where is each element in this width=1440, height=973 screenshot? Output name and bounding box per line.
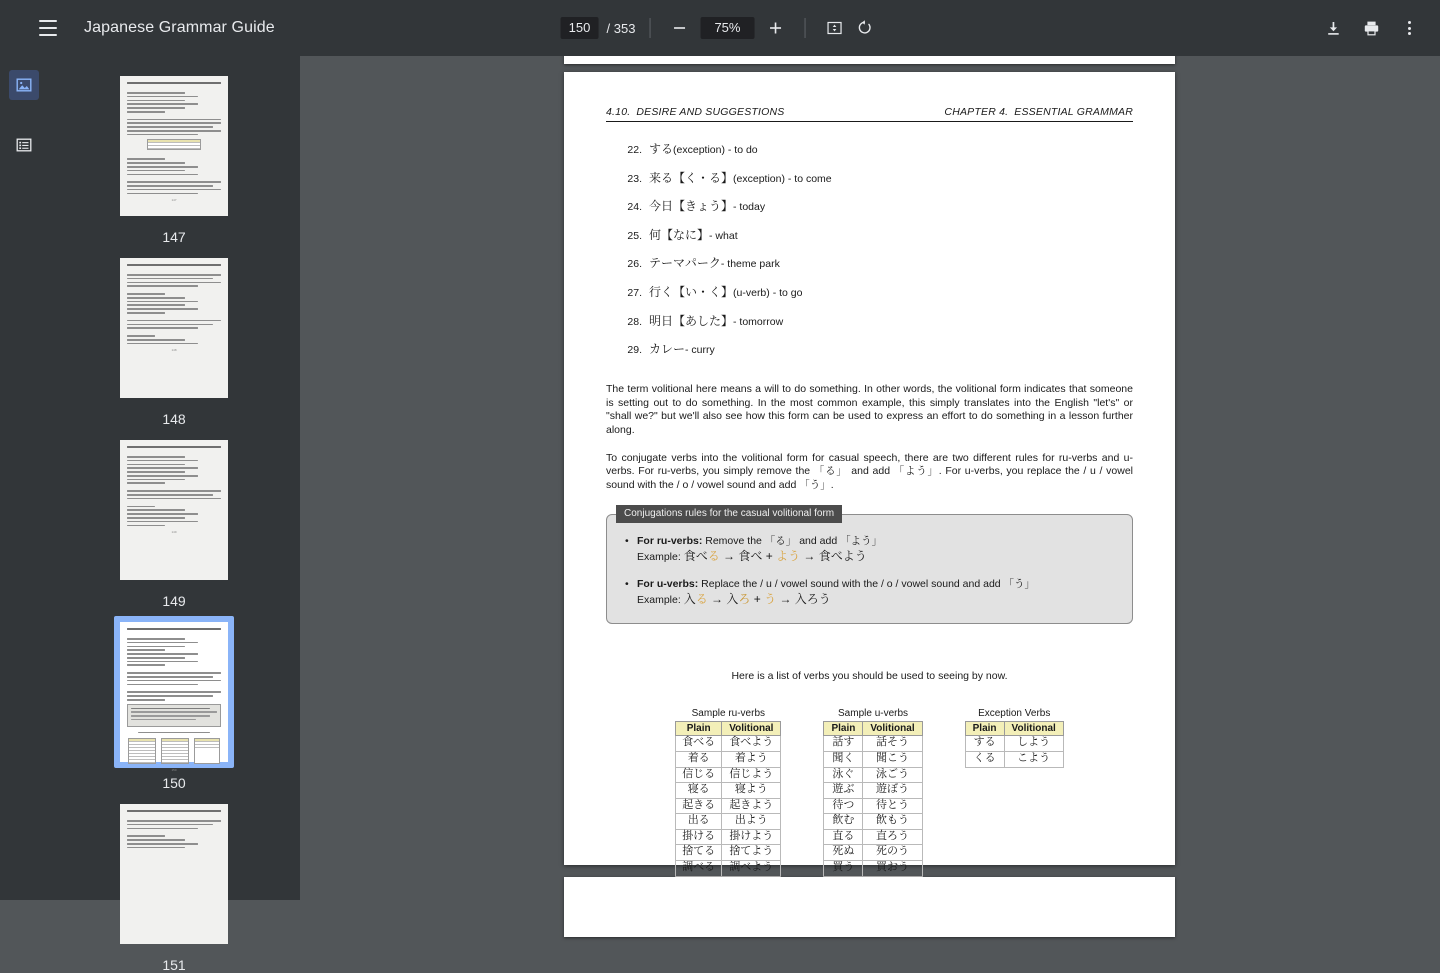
- thumbnail-frame: [114, 434, 234, 586]
- table-row: [824, 845, 922, 861]
- table-header-row: [676, 722, 781, 736]
- toolbar-left-group: [16, 10, 275, 46]
- cell-volitional: 直ろう: [863, 829, 922, 845]
- thumbnail-mini-tables: [127, 738, 221, 764]
- verb-table-u-verbs: [823, 708, 922, 876]
- sidebar-item-outline[interactable]: [9, 130, 39, 160]
- example-added-kana: う: [764, 591, 777, 606]
- cell-volitional: 食べよう: [722, 736, 781, 752]
- item-number: 27.: [627, 286, 642, 299]
- example-added-kana: よう: [776, 548, 801, 563]
- item-number: 22.: [627, 144, 642, 156]
- document-title: Japanese Grammar Guide: [84, 19, 275, 36]
- thumbnail-frame: [114, 70, 234, 222]
- zoom-in-button[interactable]: [760, 13, 790, 43]
- vocabulary-list: [620, 140, 1133, 357]
- item-number: 24.: [627, 201, 642, 214]
- running-head-right: [944, 106, 1133, 118]
- item-japanese: カレー: [649, 342, 686, 357]
- image-thumbnail-icon: [15, 76, 33, 94]
- cell-plain: 起きる: [676, 798, 722, 814]
- toolbar-center-group: [561, 13, 880, 43]
- rule-label: For ru-verbs:: [637, 535, 703, 548]
- verb-table-ru-verbs: [675, 708, 781, 876]
- item-japanese: 行く【い・く】: [649, 284, 734, 299]
- table: [965, 721, 1064, 767]
- table-row: [676, 829, 781, 845]
- item-english: - tomorrow: [733, 315, 784, 328]
- list-item: [620, 254, 1133, 271]
- table-row: [824, 798, 922, 814]
- item-japanese: する: [649, 142, 674, 156]
- download-button[interactable]: [1318, 13, 1348, 43]
- table-header-row: [824, 722, 922, 736]
- cell-volitional: 掛けよう: [722, 829, 781, 845]
- more-dot-3: [1408, 32, 1411, 35]
- running-head: [606, 106, 1133, 122]
- table-header-row: [965, 722, 1063, 736]
- conjugation-rules-callout: [606, 508, 1133, 624]
- plus-icon: [767, 20, 783, 36]
- print-icon: [1362, 19, 1381, 38]
- section-title: DESIRE AND SUGGESTIONS: [636, 106, 785, 118]
- example-result: → 食べよう: [800, 548, 867, 563]
- item-japanese: 来る【く・る】: [649, 170, 734, 185]
- download-icon: [1324, 19, 1343, 38]
- table-caption: Sample ru-verbs: [691, 708, 765, 720]
- print-button[interactable]: [1356, 13, 1386, 43]
- rule-label: For u-verbs:: [637, 578, 699, 591]
- item-english: - theme park: [720, 258, 780, 271]
- cell-plain: 信じる: [676, 767, 722, 783]
- table-row: [824, 783, 922, 799]
- minus-icon: [671, 20, 687, 36]
- example-stem: 食べ: [683, 548, 708, 563]
- thumbnail-item[interactable]: [48, 434, 300, 609]
- list-item: [620, 226, 1133, 243]
- thumbnail-mini-table: [161, 738, 189, 764]
- table-row: [965, 751, 1063, 767]
- column-header-plain: Plain: [676, 722, 722, 736]
- page-total-label: / 353: [606, 20, 636, 36]
- rotate-button[interactable]: [849, 13, 879, 43]
- sidebar-rail: [0, 56, 48, 900]
- zoom-out-button[interactable]: [664, 13, 694, 43]
- cell-volitional: 信じよう: [722, 767, 781, 783]
- rule-example-label: Example:: [637, 550, 684, 563]
- fit-to-page-button[interactable]: [819, 13, 849, 43]
- example-stem: 入: [683, 591, 696, 606]
- cell-volitional: 飲もう: [863, 814, 922, 830]
- list-item: [620, 140, 1133, 157]
- table: [675, 721, 781, 876]
- thumbnail-label: 150: [162, 775, 186, 791]
- cell-volitional: 着よう: [722, 751, 781, 767]
- cell-volitional: 聞こう: [863, 751, 922, 767]
- list-item: [620, 312, 1133, 329]
- cell-plain: 寝る: [676, 783, 722, 799]
- cell-plain: 買う: [824, 861, 863, 877]
- cell-volitional: 話そう: [863, 736, 922, 752]
- cell-volitional: 買おう: [863, 861, 922, 877]
- cell-volitional: こよう: [1004, 751, 1063, 767]
- table-row: [965, 736, 1063, 752]
- document-outline-icon: [15, 136, 33, 154]
- thumbnail-page-preview: 149: [120, 440, 228, 580]
- rotate-counterclockwise-icon: [855, 19, 873, 37]
- paragraph-volitional-meaning: The term volitional here means a will to do something. In other words, the volitional form indicates that someone is setting out to do something. In the most common example, this simply translates into the English "let's" or "shall we?" but we'll also see how this form can be used to express an effort to do something in a lesson further along.: [606, 383, 1133, 436]
- thumbnail-item[interactable]: [48, 70, 300, 245]
- column-header-plain: Plain: [965, 722, 1004, 736]
- item-english: - what: [709, 229, 738, 242]
- table-row: [824, 814, 922, 830]
- cell-plain: 話す: [824, 736, 863, 752]
- toolbar-divider: [649, 18, 650, 38]
- table-row: [676, 751, 781, 767]
- thumbnail-item[interactable]: [48, 252, 300, 427]
- callout-title: Conjugations rules for the casual volitional form: [616, 505, 842, 523]
- thumbnail-page-preview: [120, 804, 228, 944]
- table-row: [676, 736, 781, 752]
- cell-plain: 調べる: [676, 861, 722, 877]
- thumbnail-item-selected[interactable]: [48, 616, 300, 791]
- item-number: 23.: [627, 172, 642, 185]
- verb-tables-group: [606, 708, 1133, 876]
- column-header-volitional: Volitional: [1004, 722, 1063, 736]
- item-number: 28.: [627, 315, 642, 328]
- rule-ru-verbs: [637, 534, 1116, 564]
- example-result: → 入ろう: [776, 591, 831, 606]
- example-dropped-kana: る: [695, 591, 708, 606]
- column-header-volitional: Volitional: [722, 722, 781, 736]
- next-page-edge: [564, 877, 1175, 937]
- thumbnail-list: [48, 56, 300, 973]
- table-caption: Sample u-verbs: [838, 708, 909, 720]
- cell-plain: 着る: [676, 751, 722, 767]
- table-row: [676, 783, 781, 799]
- thumbnail-mini-table: [194, 738, 220, 764]
- example-changed-kana: ろ: [738, 591, 751, 606]
- thumbnail-item[interactable]: [48, 798, 300, 973]
- cell-plain: 食べる: [676, 736, 722, 752]
- item-japanese: 今日【きょう】: [649, 199, 734, 214]
- table-row: [824, 829, 922, 845]
- thumbnail-page-preview: 148: [120, 258, 228, 398]
- thumbnail-frame: [114, 252, 234, 404]
- cell-plain: 飲む: [824, 814, 863, 830]
- pdf-page-150: [564, 72, 1175, 874]
- thumbnail-label: 148: [162, 411, 186, 427]
- item-english: (u-verb) - to go: [733, 286, 803, 299]
- toolbar-right-group: [1318, 13, 1424, 43]
- table-row: [676, 814, 781, 830]
- item-number: 29.: [627, 344, 642, 357]
- rule-example-label: Example:: [637, 593, 684, 606]
- list-item: [620, 169, 1133, 186]
- example-arrow-1: → 入: [707, 591, 739, 606]
- table-row: [824, 861, 922, 877]
- cell-plain: 直る: [824, 829, 863, 845]
- cell-volitional: 捨てよう: [722, 845, 781, 861]
- item-japanese: 明日【あした】: [649, 313, 734, 328]
- chapter-number: CHAPTER 4.: [944, 106, 1009, 118]
- table-row: [676, 845, 781, 861]
- cell-volitional: 泳ごう: [863, 767, 922, 783]
- thumbnail-label: 147: [162, 229, 186, 245]
- top-toolbar: [0, 0, 1440, 56]
- fit-to-page-icon: [825, 19, 843, 37]
- item-english: - today: [733, 201, 766, 214]
- item-english: (exception) - to do: [673, 144, 758, 156]
- verb-list-intro: Here is a list of verbs you should be used to seeing by now.: [731, 670, 1008, 683]
- hamburger-menu-icon[interactable]: [30, 10, 66, 46]
- rule-u-verbs: [637, 577, 1116, 607]
- cell-plain: くる: [965, 751, 1004, 767]
- table-row: [676, 798, 781, 814]
- cell-volitional: 出よう: [722, 814, 781, 830]
- cell-volitional: 待とう: [863, 798, 922, 814]
- verb-table-exception-verbs: [965, 708, 1064, 767]
- table-row: [676, 767, 781, 783]
- cell-plain: 待つ: [824, 798, 863, 814]
- table-row: [824, 736, 922, 752]
- cell-plain: 遊ぶ: [824, 783, 863, 799]
- cell-volitional: 遊ぼう: [863, 783, 922, 799]
- thumbnail-mini-table: [128, 738, 156, 764]
- column-header-plain: Plain: [824, 722, 863, 736]
- thumbnail-label: 151: [162, 957, 186, 973]
- item-number: 25.: [627, 229, 642, 242]
- chapter-title: ESSENTIAL GRAMMAR: [1014, 106, 1133, 118]
- item-english: (exception) - to come: [733, 172, 832, 185]
- cell-volitional: 調べよう: [722, 861, 781, 877]
- cell-plain: 聞く: [824, 751, 863, 767]
- table-row: [824, 767, 922, 783]
- item-english: - curry: [685, 344, 715, 357]
- item-japanese: テーマパーク: [649, 256, 721, 271]
- thumbnail-frame: [114, 798, 234, 950]
- thumbnail-callout-box: [127, 704, 221, 727]
- more-options-button[interactable]: [1394, 13, 1424, 43]
- zoom-level-display[interactable]: 75%: [700, 17, 754, 39]
- thumbnail-page-preview: 150: [120, 622, 228, 762]
- list-item: [620, 340, 1133, 357]
- rule-text: Replace the / u / vowel sound with the / o / vowel sound and add 「う」: [698, 578, 1036, 591]
- cell-volitional: 死のう: [863, 845, 922, 861]
- cell-volitional: しよう: [1004, 736, 1063, 752]
- list-item: [620, 283, 1133, 300]
- table-row: [824, 751, 922, 767]
- table: [823, 721, 922, 876]
- table-caption: Exception Verbs: [978, 708, 1051, 720]
- table-row: [676, 861, 781, 877]
- cell-plain: 掛ける: [676, 829, 722, 845]
- item-japanese: 何【なに】: [649, 227, 710, 242]
- callout-body: [606, 514, 1133, 624]
- more-dot-1: [1408, 21, 1411, 24]
- cell-plain: 出る: [676, 814, 722, 830]
- column-header-volitional: Volitional: [863, 722, 922, 736]
- document-viewer[interactable]: [300, 56, 1440, 900]
- section-number: 4.10.: [606, 106, 631, 118]
- example-plus: +: [750, 591, 765, 606]
- example-arrow-1: → 食べ +: [719, 548, 777, 563]
- item-number: 26.: [627, 258, 642, 271]
- cell-plain: する: [965, 736, 1004, 752]
- more-dot-2: [1408, 27, 1411, 30]
- cell-plain: 死ぬ: [824, 845, 863, 861]
- sidebar-item-thumbnails[interactable]: [9, 70, 39, 100]
- cell-plain: 泳ぐ: [824, 767, 863, 783]
- page-number-input[interactable]: [561, 17, 599, 39]
- thumbnail-label: 149: [162, 593, 186, 609]
- example-dropped-kana: る: [707, 548, 720, 563]
- list-item: [620, 197, 1133, 214]
- toolbar-divider-2: [804, 18, 805, 38]
- running-head-left: [606, 106, 784, 118]
- cell-volitional: 寝よう: [722, 783, 781, 799]
- rule-text: Remove the 「る」 and add 「よう」: [702, 535, 883, 548]
- thumbnail-mini-table: [147, 139, 201, 150]
- thumbnail-frame: [114, 616, 234, 773]
- cell-plain: 捨てる: [676, 845, 722, 861]
- thumbnail-page-preview: 147: [120, 76, 228, 216]
- cell-volitional: 起きよう: [722, 798, 781, 814]
- paragraph-conjugation-intro: To conjugate verbs into the volitional form for casual speech, there are two different rules for ru-verbs and u-verbs. For ru-verbs, you simply remove the 「る」 and add 「よう」. For u-verbs, you replace the / u / vowel sound with the / o / vowel sound and add 「う」.: [606, 451, 1133, 491]
- thumbnail-panel[interactable]: [48, 56, 300, 973]
